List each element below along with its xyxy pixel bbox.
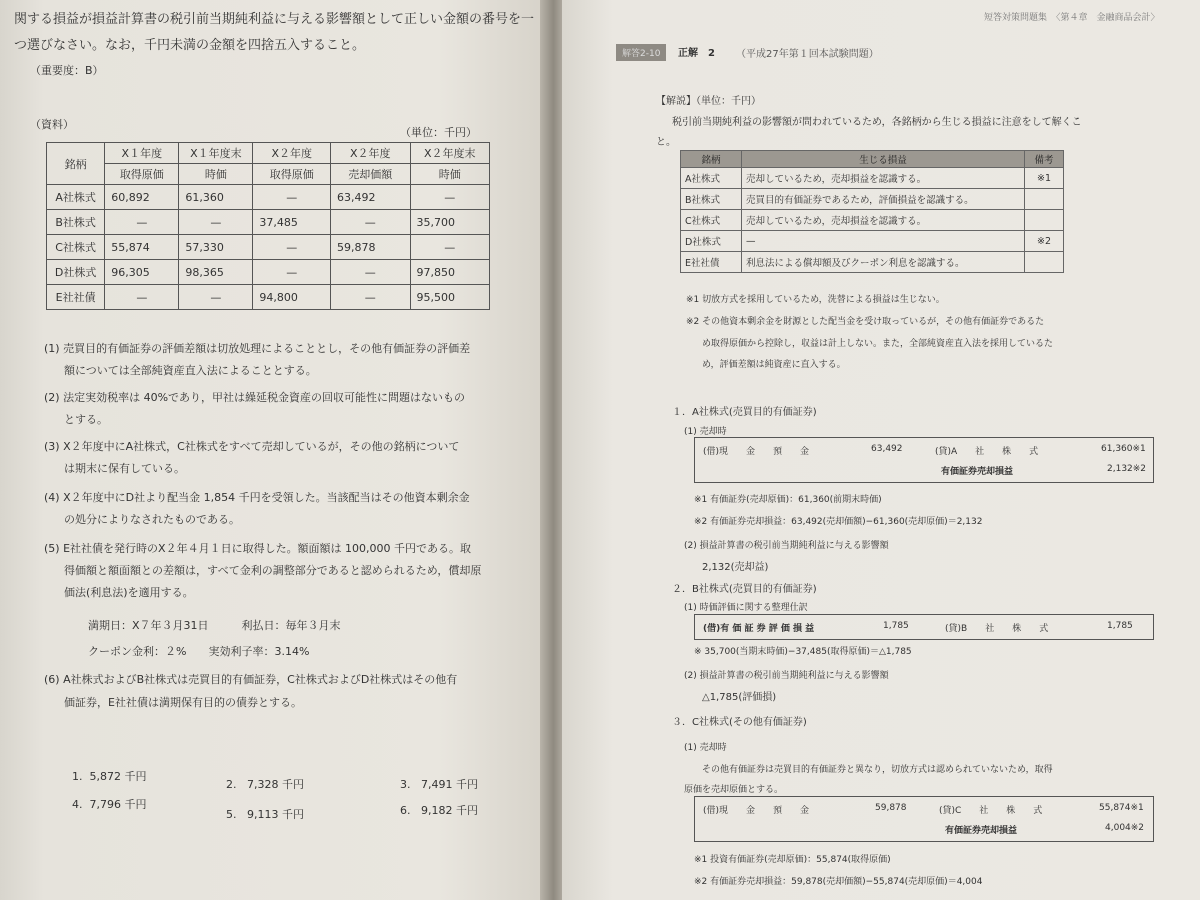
loss-header-effect: 生じる損益 [742,151,1025,168]
cell: — [410,235,490,260]
cell: — [331,285,410,310]
section-a-impact: 2,132(売却益) [702,562,769,573]
section-a-note-1: ※1 有価証券(売却原価)：61,360(前期末時価) [694,495,882,505]
cell-name: C社株式 [47,235,105,260]
cell: ※1 [1025,168,1064,189]
section-c-note-2: ※2 有価証券売却損益：59,878(売却価額)−55,874(売却原価)＝4,004 [694,877,983,887]
kaisetsu-line2: と。 [656,137,676,148]
credit-account: (貸)A 社 株 式 [935,447,1039,457]
cell: 96,305 [105,260,179,285]
cell: — [253,235,331,260]
kaisetsu-label: 【解説】（単位：千円） [656,96,761,107]
left-page [0,0,548,900]
cell: — [410,185,490,210]
question-intro-line1: 関する損益が損益計算書の税引前当期純利益に与える影響額として正しい金額の番号を一 [14,12,535,27]
cell: 94,800 [253,285,331,310]
section-b-note: ※ 35,700(当期末時価)−37,485(取得原価)＝△1,785 [694,647,912,657]
cell: 60,892 [105,185,179,210]
credit-amount-2: 4,004※2 [1105,823,1145,833]
running-head: 短答対策問題集 〈第４章 金融商品会計〉 [984,13,1160,23]
header-x2-fv-sub: 時価 [410,164,490,185]
answer-tag: 解答2-10 [616,44,666,61]
cell [1025,252,1064,273]
cell: — [105,285,179,310]
debit-account: (借)有 価 証 券 評 価 損 益 [703,624,815,634]
table-row [47,260,490,285]
note-2a: (2) 法定実効税率は 40%であり，甲社は繰延税金資産の回収可能性に問題はないもの [44,391,466,404]
table-row [681,252,1064,273]
cell: ※2 [1025,231,1064,252]
note-2b: とする。 [64,413,108,426]
header-x2-sale-sub: 売却価額 [331,164,410,185]
note-1a: (1) 売買目的有価証券の評価差額は切放処理によることとし，その他有価証券の評価差 [44,342,471,355]
section-a-title: １．A社株式(売買目的有価証券) [672,407,817,418]
cell: 97,850 [410,260,490,285]
table-row [681,231,1064,252]
loss-note-2b: め取得原価から控除し，収益は計上しない。また，全部純資産直入法を採用しているた [702,339,1054,349]
loss-note-2c: め，評価差額は純資産に直入する。 [702,360,846,370]
note-5b: 得価額と額面額との差額は，すべて金利の調整部分であると認められるため，償却原 [64,564,482,577]
debit-amount: 59,878 [875,803,907,813]
cell: 57,330 [179,235,253,260]
section-a-sub1: (1) 売却時 [684,427,727,437]
table-row [47,185,490,210]
answer-label: 正解 2 [678,48,715,59]
credit-account-2: 有価証券売却損益 [945,826,1018,836]
section-c-sub1: (1) 売却時 [684,743,727,753]
cell: 63,492 [331,185,410,210]
loss-header-name: 銘柄 [681,151,742,168]
debit-account: (借)現 金 預 金 [703,447,810,457]
cell: 売却しているため，売却損益を認識する。 [742,210,1025,231]
note-5c: 価法(利息法)を適用する。 [64,586,194,599]
cell: — [105,210,179,235]
cell-name: C社株式 [681,210,742,231]
header-x1-fv: X１年度末 [179,143,253,164]
cell: 37,485 [253,210,331,235]
section-b-sub2: (2) 損益計算書の税引前当期純利益に与える影響額 [684,671,889,681]
cell-name: D社株式 [681,231,742,252]
table-row [681,168,1064,189]
choice-5: 5. 9,113 千円 [226,808,304,821]
cell: 売買目的有価証券であるため，評価損益を認識する。 [742,189,1025,210]
section-c-title: ３．C社株式(その他有価証券) [672,717,807,728]
debit-amount: 1,785 [883,621,909,631]
note-3b: は期末に保有している。 [64,462,185,475]
journal-entry-a [694,437,1154,483]
note-5-maturity: 満期日：X７年３月31日 利払日：毎年３月末 [88,619,341,632]
header-x1-fv-sub: 時価 [179,164,253,185]
debit-account: (借)現 金 預 金 [703,806,810,816]
cell [1025,210,1064,231]
header-x2-cost: X２年度 [253,143,331,164]
cell: 55,874 [105,235,179,260]
cell: — [742,231,1025,252]
credit-account: (貸)C 社 株 式 [939,806,1043,816]
cell: — [179,285,253,310]
debit-amount: 63,492 [871,444,903,454]
cell-name: B社株式 [681,189,742,210]
section-b-title: ２．B社株式(売買目的有価証券) [672,584,817,595]
right-page [562,0,1200,900]
note-3a: (3) X２年度中にA社株式，C社株式をすべて売却しているが，その他の銘柄について [44,440,460,453]
note-4a: (4) X２年度中にD社より配当金 1,854 千円を受領した。当該配当はその他資本剰余金 [44,491,470,504]
header-x2-sale: X２年度 [331,143,410,164]
note-5-rates: クーポン金利：２% 実効利子率：3.14% [88,645,310,658]
cell [1025,189,1064,210]
loss-note-2a: ※2 その他資本剰余金を財源とした配当金を受け取っているが，その他有価証券であるた [686,317,1045,327]
credit-amount-2: 2,132※2 [1107,464,1147,474]
cell-name: A社株式 [47,185,105,210]
cell: — [331,210,410,235]
unit-label: （単位：千円） [400,126,477,139]
cell-name: E社社債 [681,252,742,273]
header-x2-fv: X２年度末 [410,143,490,164]
cell-name: B社株式 [47,210,105,235]
table-row [47,285,490,310]
credit-amount: 1,785 [1107,621,1133,631]
cell: 59,878 [331,235,410,260]
cell-name: D社株式 [47,260,105,285]
journal-entry-b [694,614,1154,640]
cell: 95,500 [410,285,490,310]
table-row [47,235,490,260]
cell: 61,360 [179,185,253,210]
table-row [681,189,1064,210]
table-row [47,210,490,235]
loss-table [680,150,1064,273]
note-5a: (5) E社社債を発行時のX２年４月１日に取得した。額面額は 100,000 千円である。取 [44,542,472,555]
section-c-text-2: 原価を売却原価とする。 [684,785,784,795]
note-1b: 額については全部純資産直入法によることとする。 [64,364,317,377]
choice-4: 4. 7,796 千円 [72,798,147,811]
cell-name: E社社債 [47,285,105,310]
choice-1: 1. 5,872 千円 [72,770,147,783]
note-4b: の処分によりなされたものである。 [64,513,240,526]
header-x2-cost-sub: 取得原価 [253,164,331,185]
choice-6: 6. 9,182 千円 [400,804,478,817]
choice-3: 3. 7,491 千円 [400,778,478,791]
importance-label: （重要度：B） [30,64,104,77]
cell-name: A社株式 [681,168,742,189]
securities-table [46,142,490,310]
section-b-sub1: (1) 時価評価に関する整理仕訳 [684,603,808,613]
cell: 利息法による償却額及びクーポン利息を認識する。 [742,252,1025,273]
loss-note-1: ※1 切放方式を採用しているため，洗替による損益は生じない。 [686,295,945,305]
section-c-text-1: その他有価証券は売買目的有価証券と異なり，切放方式は認められていないため，取得 [702,765,1053,775]
answer-source: （平成27年第１回本試験問題） [736,49,879,60]
credit-amount: 55,874※1 [1099,803,1144,813]
table-row [681,210,1064,231]
cell: — [253,185,331,210]
choice-2: 2. 7,328 千円 [226,778,304,791]
cell: 売却しているため，売却損益を認識する。 [742,168,1025,189]
cell: — [179,210,253,235]
note-6a: (6) A社株式およびB社株式は売買目的有価証券，C社株式およびD社株式はその他有 [44,673,458,686]
cell: — [331,260,410,285]
credit-account: (貸)B 社 株 式 [945,624,1049,634]
header-x1-cost-sub: 取得原価 [105,164,179,185]
cell: 35,700 [410,210,490,235]
data-label: （資料） [30,118,74,131]
section-b-impact: △1,785(評価損) [702,692,777,703]
loss-header-note: 備考 [1025,151,1064,168]
journal-entry-c [694,796,1154,842]
section-c-note-1: ※1 投資有価証券(売却原価)：55,874(取得原価) [694,855,891,865]
credit-amount: 61,360※1 [1101,444,1146,454]
credit-account-2: 有価証券売却損益 [941,467,1014,477]
question-intro-line2: つ選びなさい。なお，千円未満の金額を四捨五入すること。 [14,38,366,53]
section-a-note-2: ※2 有価証券売却損益：63,492(売却価額)−61,360(売却原価)＝2,132 [694,517,983,527]
header-x1-cost: X１年度 [105,143,179,164]
kaisetsu-line1: 税引前当期純利益の影響額が問われているため，各銘柄から生じる損益に注意をして解くこ [672,117,1082,128]
header-name: 銘柄 [47,143,105,185]
section-a-sub2: (2) 損益計算書の税引前当期純利益に与える影響額 [684,541,889,551]
cell: 98,365 [179,260,253,285]
note-6b: 価証券，E社社債は満期保有目的の債券とする。 [64,696,302,709]
cell: — [253,260,331,285]
